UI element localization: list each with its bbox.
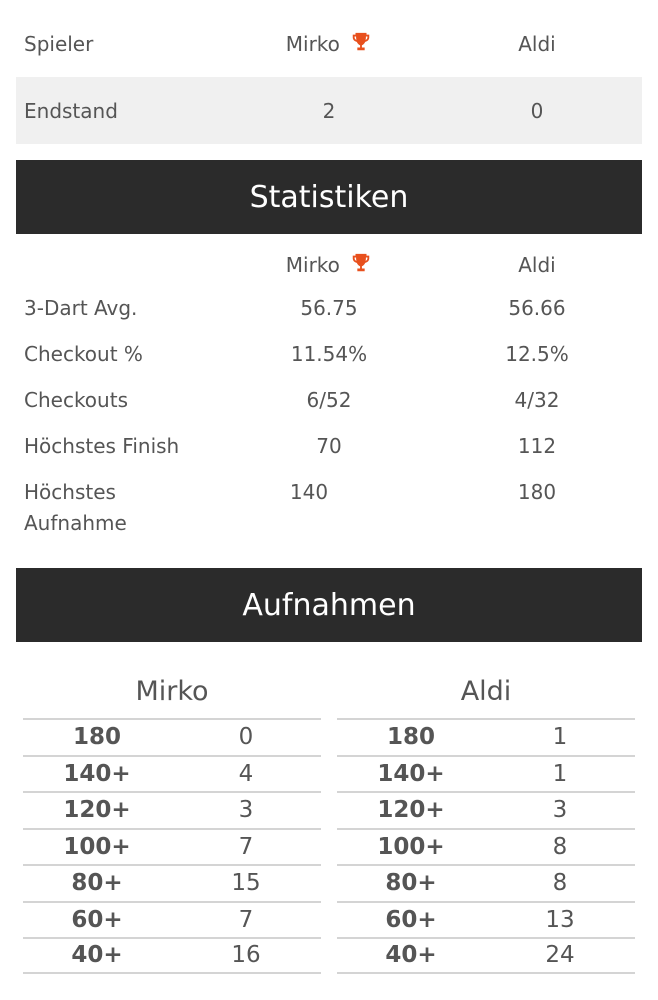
rounds-count: 8 [552,833,568,860]
final-score-label: Endstand [24,98,118,123]
rounds-row [23,864,321,901]
rounds-bucket: 140+ [63,760,131,787]
rounds-count: 7 [238,906,254,933]
rounds-bucket: 80+ [385,870,437,897]
rounds-player-name: Mirko [135,676,209,707]
rounds-table-player-2 [337,672,635,974]
stat-value-p2: 12.5% [505,342,569,366]
statistics-header-row [16,250,642,281]
rounds-bucket: 120+ [63,797,131,824]
player-1-name-cell [226,31,432,56]
rounds-count: 1 [552,724,568,751]
player-2-name: Aldi [518,31,556,56]
stat-value-p2: 180 [517,480,557,504]
player-2-final-score: 0 [530,98,544,123]
stats-player-1-cell [226,250,432,281]
stats-player-2-name: Aldi [518,253,556,277]
rounds-table-player-1 [23,672,321,974]
stat-label: Höchstes Finish [24,434,180,458]
rounds-bucket: 100+ [63,833,131,860]
rounds-bucket: 120+ [377,797,445,824]
rounds-count: 8 [552,870,568,897]
rounds-row [337,718,635,755]
statistics-header: Statistiken [16,160,642,234]
rounds-row [337,864,635,901]
rounds-count: 3 [552,797,568,824]
rounds-player-name: Aldi [460,676,512,707]
rounds-bucket: 180 [386,724,435,751]
rounds-row [23,828,321,865]
score-table [16,10,642,144]
stat-row-average [16,293,642,324]
stat-row-checkout-percent [16,339,642,370]
rounds-count: 3 [238,797,254,824]
stats-player-1-name: Mirko [285,253,340,277]
rounds-count: 1 [552,760,568,787]
rounds-count: 15 [231,870,261,897]
rounds-row [23,937,321,974]
stat-label: Checkout % [24,342,143,366]
stat-value-p1: 56.75 [300,296,358,320]
rounds-bucket: 180 [72,724,121,751]
stat-value-p2: 112 [517,434,557,458]
stat-row-highest-score [16,477,642,539]
rounds-row [337,901,635,938]
final-score-row [16,77,642,144]
player-label: Spieler [24,31,94,56]
stat-value-p2: 4/32 [514,388,560,412]
stat-label: Checkouts [24,388,128,412]
score-header-row [16,10,642,77]
rounds-bucket: 60+ [71,906,123,933]
rounds-bucket: 80+ [71,870,123,897]
rounds-bucket: 40+ [385,942,437,969]
stat-value-p1: 140 [289,480,329,504]
rounds-bucket: 60+ [385,906,437,933]
stat-value-p2: 56.66 [508,296,566,320]
stat-row-checkouts [16,385,642,416]
stat-label: Höchstes Aufnahme [24,480,127,535]
rounds-row [23,718,321,755]
player-1-name: Mirko [285,32,340,56]
rounds-bucket: 100+ [377,833,445,860]
stat-value-p1: 70 [316,434,342,458]
rounds-count: 4 [238,760,254,787]
rounds-row [23,755,321,792]
rounds-header: Aufnahmen [16,568,642,642]
rounds-count: 24 [545,942,575,969]
rounds-count: 13 [545,906,575,933]
trophy-icon [350,252,372,274]
rounds-row [337,755,635,792]
rounds-row [337,937,635,974]
rounds-count: 16 [231,942,261,969]
rounds-count: 0 [238,724,254,751]
trophy-icon [350,31,372,53]
player-1-final-score: 2 [322,98,336,123]
rounds-bucket: 140+ [377,760,445,787]
rounds-row [337,791,635,828]
statistics-table [16,250,642,554]
stat-label: 3-Dart Avg. [24,296,138,320]
stat-value-p1: 6/52 [306,388,352,412]
rounds-row [23,791,321,828]
stat-value-p1: 11.54% [290,342,368,366]
stat-row-highest-finish [16,431,642,462]
rounds-row [23,901,321,938]
rounds-bucket: 40+ [71,942,123,969]
rounds-row [337,828,635,865]
rounds-count: 7 [238,833,254,860]
